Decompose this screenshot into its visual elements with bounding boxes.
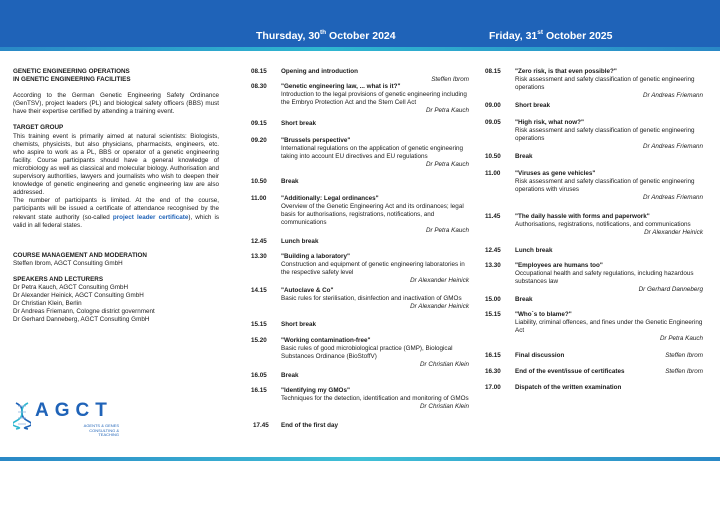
schedule-entry: 14.15 "Autoclave & Co" Basic rules for sterilisation, disinfection and inactivation of GMOs Dr Alexander Heinick <box>251 287 469 311</box>
speaker-item: Dr Christian Klein, Berlin <box>13 300 82 308</box>
target-group-text: This training event is primarily aimed at natural scientists: Biologists, chemists, physicists, but also physicians, pharmacists, engineers, etc. who aspire to work as a PL, BBS or operator of a genetic engineering facility. Course participants should have a general knowledge of microbiology as well as classical and molecular biology. Authorisation and supervisory authorities, lawyers and journalists who wish to deepen their knowledge of genetic engineering and genetic engineering law are also addressed. <box>13 132 219 197</box>
schedule-entry: 15.00 Break <box>485 296 533 303</box>
schedule-entry: 16.30 End of the event/issue of certificates Steffen Ibrom <box>485 368 703 375</box>
course-title-line1: GENETIC ENGINEERING OPERATIONS <box>13 68 130 75</box>
schedule-entry: 12.45 Lunch break <box>485 247 553 254</box>
day1-heading: Thursday, 30th October 2024 <box>256 29 396 42</box>
management-heading: COURSE MANAGEMENT AND MODERATION <box>13 251 147 259</box>
schedule-entry: 16.05 Break <box>251 372 299 379</box>
schedule-entry: 15.15 "Who´s to blame?" Liability, criminal offences, and fines under the Genetic Engineering Act Dr Petra Kauch <box>485 311 703 343</box>
intro-text: According to the German Genetic Engineering Safety Ordinance (GenTSV), project leaders (PL) and biological safety officers (BBS) must have their expertise certified by attending a training event. <box>13 92 219 116</box>
certificate-text: The number of participants is limited. At the end of the course, participants will be issued a certificate of attendance recognised by the relevant state authority (so-called project leader certificate), which is valid in all federal states. <box>13 197 220 229</box>
schedule-entry: 11.00 "Viruses as gene vehicles" Risk assessment and safety classification of genetic engineering operations with viruses Dr Andreas Friemann <box>485 170 703 202</box>
dna-helix-icon <box>13 402 31 430</box>
schedule-entry: 08.15 "Zero risk, is that even possible?" Risk assessment and safety classification of genetic engineering operations Dr Andreas Friemann <box>485 68 703 100</box>
schedule-entry: 16.15 "Identifying my GMOs" Techniques for the detection, identification and monitoring of GMOs Dr Christian Klein <box>251 387 469 411</box>
management-name: Steffen Ibrom, AGCT Consulting GmbH <box>13 259 123 267</box>
schedule-entry: 09.00 Short break <box>485 102 550 109</box>
schedule-entry: 17.45 End of the first day <box>253 422 339 429</box>
logo-wordmark: AGCT <box>35 400 113 421</box>
day2-heading: Friday, 31st October 2025 <box>489 29 613 42</box>
schedule-entry: 13.30 "Employees are humans too" Occupational health and safety regulations, including hazardous substances law Dr Gerhard Danneberg <box>485 262 703 294</box>
speakers-heading: SPEAKERS AND LECTURERS <box>13 275 104 283</box>
schedule-entry: 13.30 "Building a laboratory" Construction and equipment of genetic engineering laboratories in the respective safety level Dr Alexander Heinick <box>251 253 469 285</box>
schedule-entry: 08.15 Opening and introduction Steffen Ibrom <box>251 68 469 84</box>
schedule-entry: 08.30 "Genetic engineering law, ... what is it?" Introduction to the legal provisions of genetic engineering including the Embryo Protection Act and the Stem Cell Act Dr Petra Kauch <box>251 83 469 115</box>
schedule-entry: 17.00 Dispatch of the written examination <box>485 384 622 391</box>
footer-stripe <box>0 457 720 461</box>
speaker-item: Dr Andreas Friemann, Cologne district government <box>13 308 155 316</box>
logo-tagline: AGENTS & GENES CONSULTING & TEACHING <box>83 423 119 437</box>
project-leader-certificate-link[interactable]: project leader certificate <box>112 213 189 221</box>
schedule-entry: 12.45 Lunch break <box>251 238 319 245</box>
schedule-entry: 15.20 "Working contamination-free" Basic rules of good microbiological practice (GMP), Biological Substances Ordinance (BioStoffV) Dr Christian Klein <box>251 337 469 369</box>
header-bar <box>0 0 720 50</box>
speaker-item: Dr Gerhard Danneberg, AGCT Consulting GmbH <box>13 316 150 324</box>
speaker-item: Dr Petra Kauch, AGCT Consulting GmbH <box>13 283 129 291</box>
day2-schedule <box>485 68 703 394</box>
day1-schedule <box>251 68 469 432</box>
schedule-entry: 16.15 Final discussion Steffen Ibrom <box>485 352 703 359</box>
schedule-entry: 09.15 Short break <box>251 120 316 127</box>
schedule-entry: 11.45 "The daily hassle with forms and paperwork" Authorisations, registrations, notifications, and communications Dr Alexander Heinick <box>485 213 703 237</box>
schedule-entry: 10.50 Break <box>485 153 533 160</box>
schedule-entry: 09.05 "High risk, what now?" Risk assessment and safety classification of genetic engineering operations Dr Andreas Friemann <box>485 119 703 151</box>
schedule-entry: 11.00 "Additionally: Legal ordinances" Overview of the Genetic Engineering Act and its ordinances; legal basis for authorisations, registrations, notifications, and communications Dr Petra Kauch <box>251 195 469 235</box>
agct-logo <box>13 400 133 437</box>
schedule-entry: 10.50 Break <box>251 178 299 185</box>
header-accent-stripe <box>0 47 720 51</box>
speaker-item: Dr Alexander Heinick, AGCT Consulting GmbH <box>13 292 144 300</box>
target-group-heading: TARGET GROUP <box>13 124 64 132</box>
course-title-line2: IN GENETIC ENGINEERING FACILITIES <box>13 76 131 84</box>
schedule-entry: 09.20 "Brussels perspective" International regulations on the application of genetic engineering taking into account EU directives and EU regulations Dr Petra Kauch <box>251 137 469 169</box>
schedule-entry: 15.15 Short break <box>251 321 316 328</box>
intro-column <box>13 68 219 324</box>
